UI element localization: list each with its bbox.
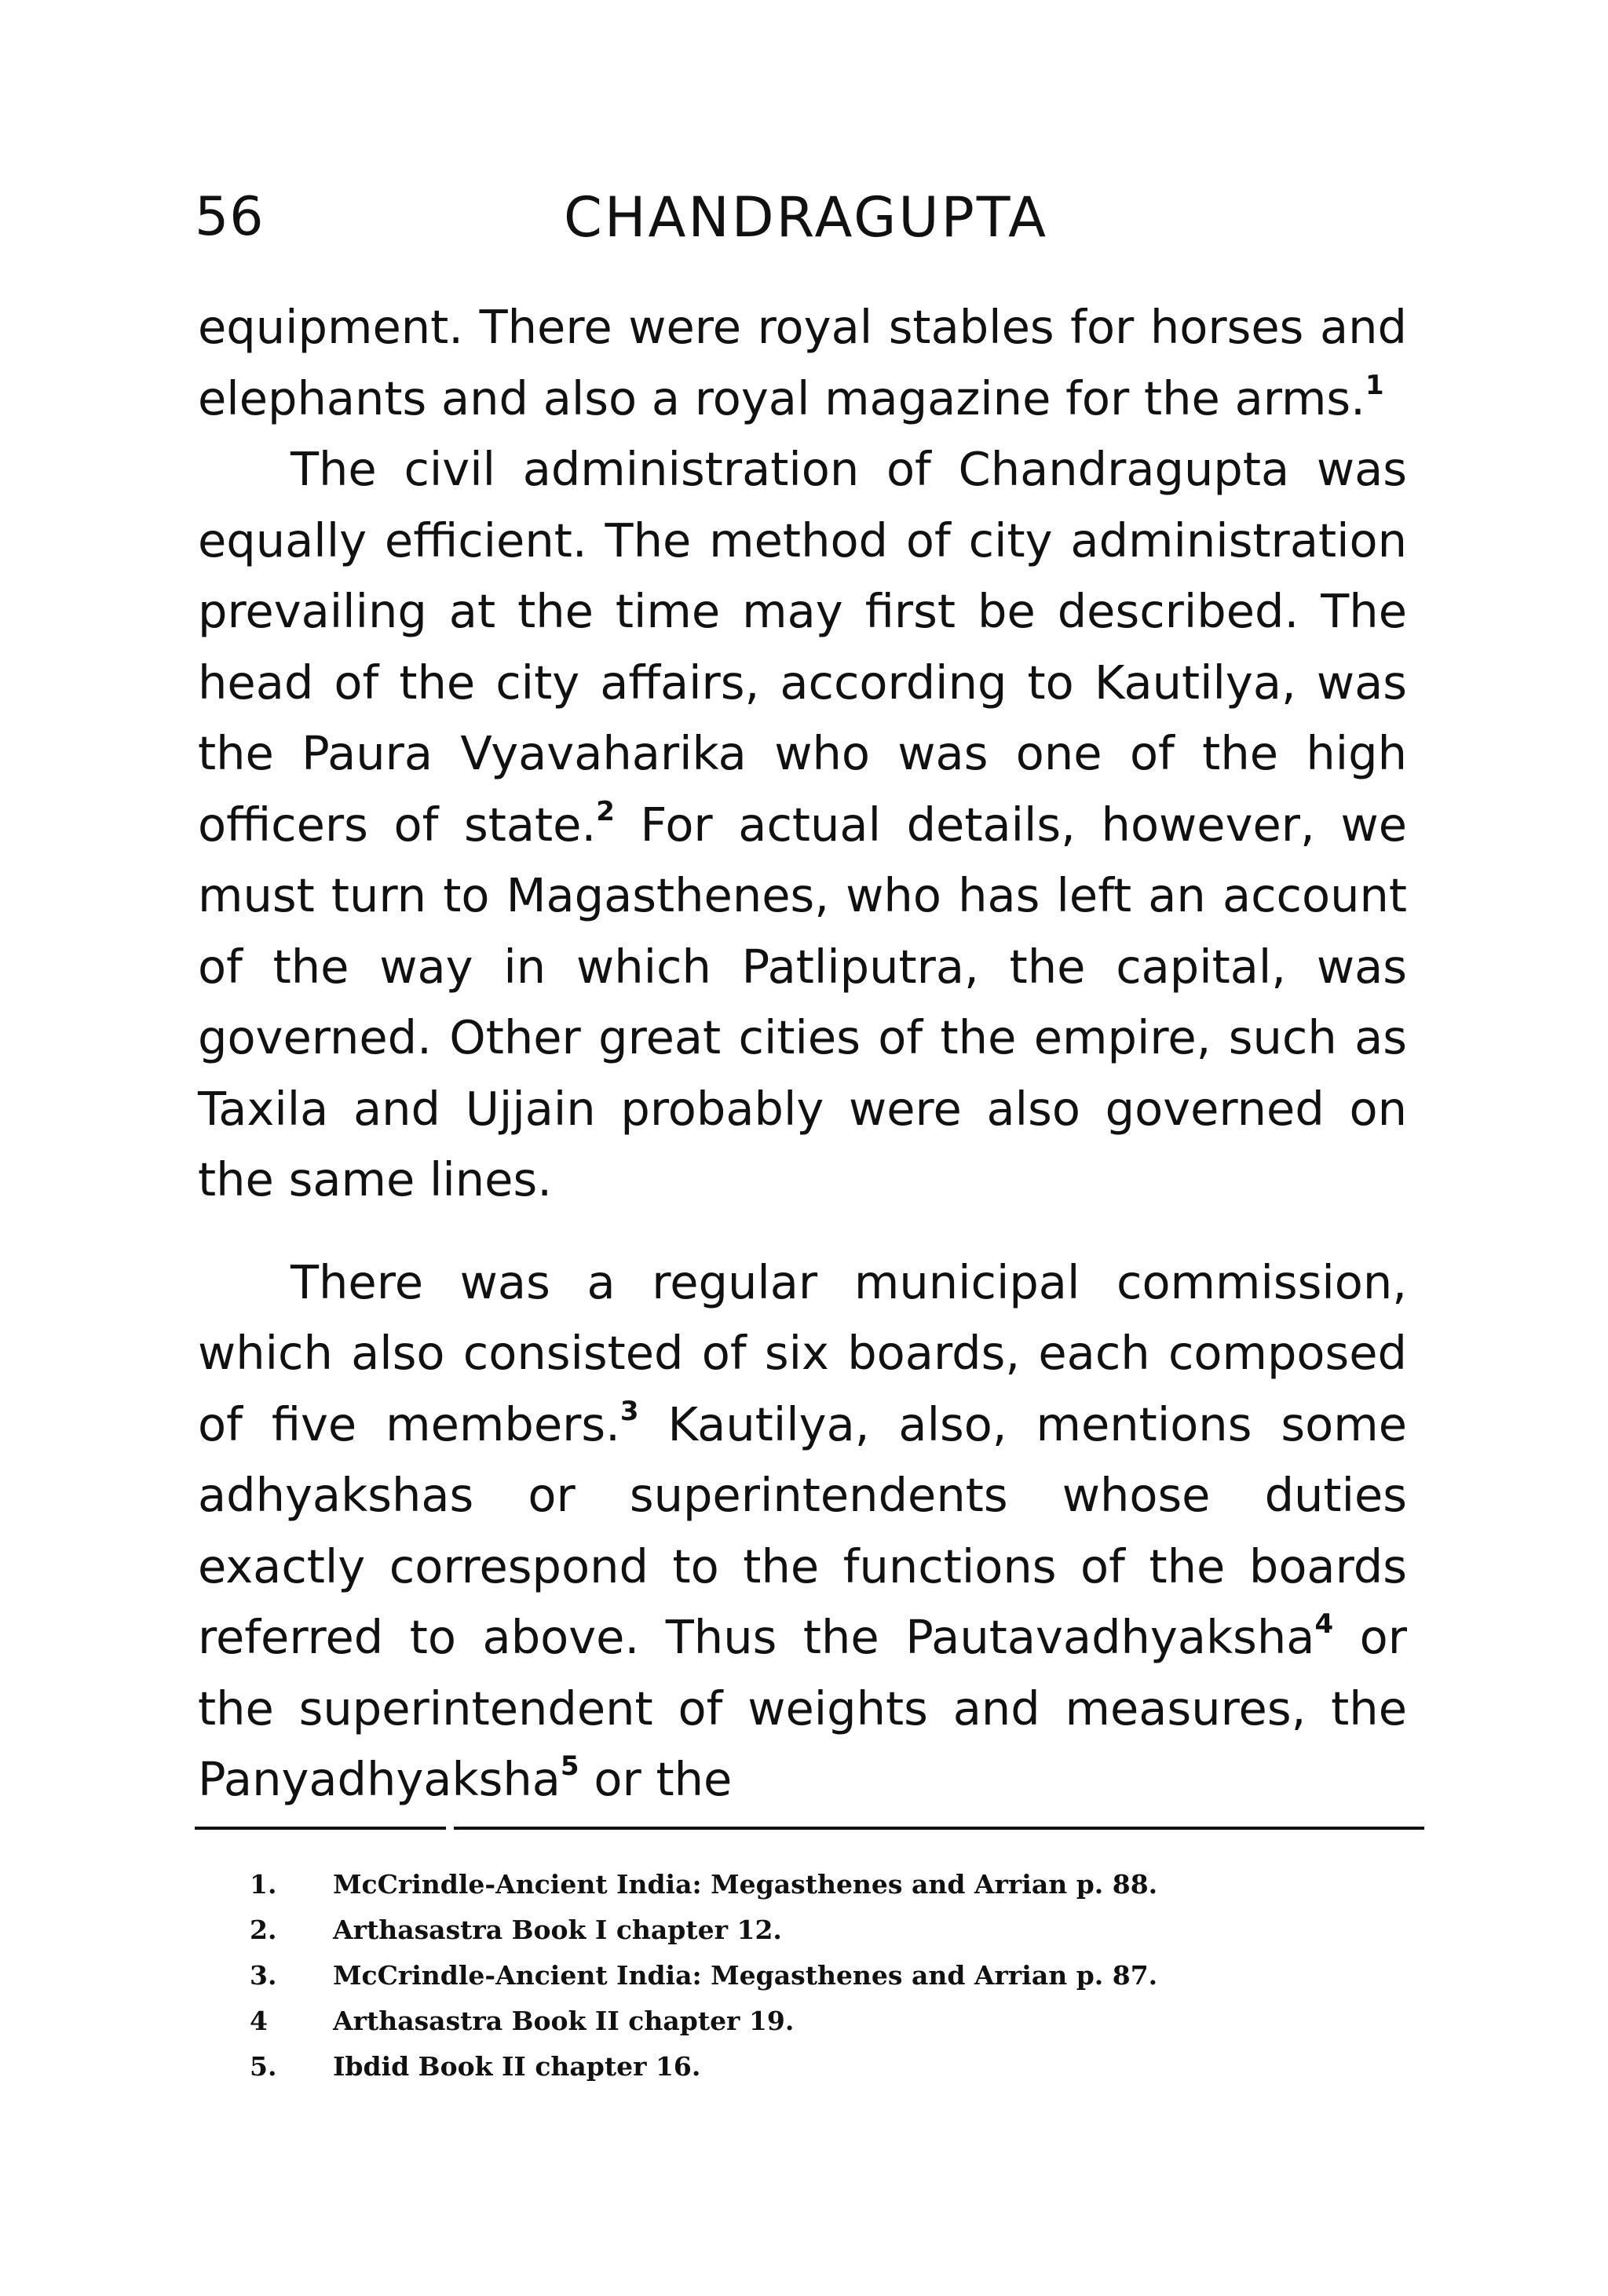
footnote-text: Ibdid Book II chapter 16. [333, 2051, 701, 2082]
footnote-text: McCrindle-Ancient India: Megasthenes and Arrian p. 87. [333, 1960, 1158, 1991]
footnote-rule [195, 1827, 1424, 1830]
paragraph-text: or the [579, 1752, 733, 1806]
footnote-marker: 2. [250, 1915, 277, 1945]
footnote-5 [250, 2044, 1349, 2090]
paragraph-text: The civil administration of Chandragupta was equally efficient. The method of city administration prevailing at the time may first be described. The head of the city affairs, according to Kautilya, was the Paura Vyavaharika who was one of the high officers of state. [198, 442, 1407, 852]
page-number: 56 [195, 186, 265, 248]
footnote-ref-2: 2 [596, 795, 615, 827]
paragraph-text: There was a regular municipal commission, which also consisted of six boards, each composed of five members. [198, 1254, 1407, 1451]
paragraph-civil-administration [198, 434, 1407, 1216]
running-head [195, 182, 1420, 253]
footnote-ref-1: 1 [1365, 369, 1384, 401]
footnote-marker: 5. [250, 2051, 277, 2082]
footnote-text: Arthasastra Book II chapter 19. [333, 2006, 795, 2036]
running-title: CHANDRAGUPTA [564, 185, 1049, 250]
paragraph-continued [198, 292, 1407, 434]
footnote-2 [250, 1907, 1349, 1953]
footnote-marker: 3. [250, 1960, 277, 1991]
paragraph-text: equipment. There were royal stables for horses and elephants and also a royal magazine for the arms. [198, 300, 1407, 425]
footnote-marker: 4 [250, 2006, 268, 2036]
footnote-text: Arthasastra Book I chapter 12. [333, 1915, 782, 1945]
footnote-3 [250, 1953, 1349, 1999]
footnote-text: McCrindle-Ancient India: Megasthenes and Arrian p. 88. [333, 1869, 1158, 1900]
footnote-ref-4: 4 [1314, 1608, 1334, 1640]
paragraph-text: or the superintendent of weights and measures, the Panyadhyaksha [198, 1610, 1407, 1806]
paragraph-text: For actual details, however, we must turn to Magasthenes, who has left an account of the way in which Patliputra, the capital, was governed. Other great cities of the empire, such as Taxila and Ujjain probably were also governed on the same lines. [198, 797, 1407, 1206]
paragraph-text: Kautilya, also, mentions some adhyakshas or superintendents whose duties exactly correspond to the functions of the boards referred to above. Thus the Pautavadhyaksha [198, 1396, 1407, 1664]
footnote-ref-3: 3 [619, 1395, 639, 1427]
footnotes [250, 1862, 1349, 2090]
footnote-marker: 1. [250, 1869, 277, 1900]
footnote-4 [250, 1999, 1349, 2044]
footnote-1 [250, 1862, 1349, 1907]
paragraph-municipal-commission [198, 1247, 1407, 1816]
footnote-ref-5: 5 [560, 1750, 579, 1782]
body-text [198, 292, 1407, 1816]
